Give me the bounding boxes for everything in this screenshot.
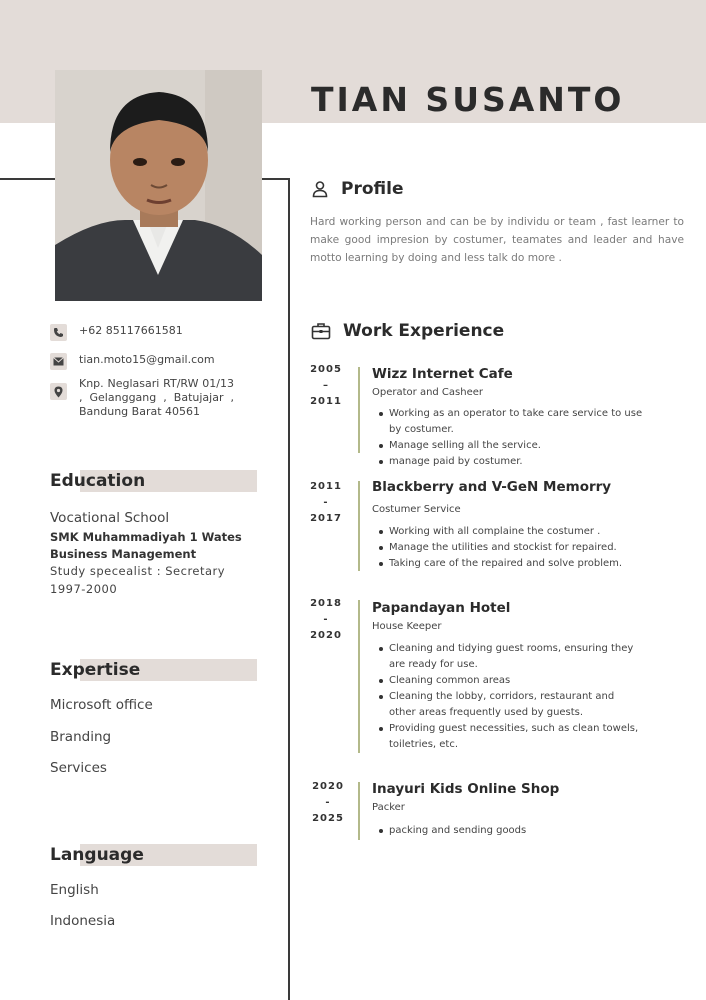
- contact-email: [50, 353, 215, 370]
- expertise-item: Services: [50, 760, 107, 776]
- job-duty: Manage selling all the service.: [372, 438, 652, 454]
- job-start-year: 2011: [310, 481, 342, 492]
- job-end-year: 2025: [312, 813, 344, 824]
- expertise-title: Expertise: [50, 660, 141, 680]
- job-duty: Taking care of the repaired and solve problem.: [372, 556, 652, 572]
- briefcase-icon: [311, 321, 331, 341]
- profile-summary: Hard working person and can be by individu or team , fast learner to make good impresion by costumer, teamates and leader and have motto learning by doing and less talk do more .: [310, 216, 684, 264]
- person-name: TIAN SUSANTO: [311, 80, 625, 119]
- job-duty: Working with all complaine the costumer .: [372, 524, 652, 540]
- job-company: Inayuri Kids Online Shop: [372, 781, 560, 797]
- job-start-year: 2018: [310, 598, 342, 609]
- education-specialist: Study specealist : Secretary: [50, 564, 226, 578]
- phone-number: +62 85117661581: [79, 324, 183, 337]
- timeline-line: [358, 600, 360, 753]
- contact-address: [50, 377, 234, 419]
- envelope-icon: [50, 353, 67, 370]
- language-heading: [50, 844, 257, 866]
- job-duty: packing and sending goods: [372, 823, 652, 839]
- job-year-separator: -: [323, 614, 329, 625]
- job-duty: Working as an operator to take care service to use by costumer.: [372, 406, 652, 438]
- job-years: [310, 362, 342, 410]
- phone-icon: [50, 324, 67, 341]
- job-role: House Keeper: [372, 621, 442, 632]
- profile-heading: [311, 179, 403, 199]
- job-duties: [372, 524, 652, 572]
- job-years: [312, 779, 344, 827]
- expertise-heading: [50, 659, 257, 681]
- job-company: Wizz Internet Cafe: [372, 366, 513, 382]
- job-start-year: 2020: [312, 781, 344, 792]
- job-duty: Providing guest necessities, such as clean towels, toiletries, etc.: [372, 721, 642, 753]
- job-duties: [372, 641, 642, 753]
- job-years: [310, 479, 342, 527]
- job-year-separator: -: [323, 497, 329, 508]
- job-role: Costumer Service: [372, 504, 461, 515]
- job-end-year: 2017: [310, 513, 342, 524]
- profile-title: Profile: [341, 179, 404, 199]
- person-icon: [311, 180, 329, 198]
- job-year-separator: -: [325, 797, 331, 808]
- job-company: Blackberry and V-GeN Memorry: [372, 479, 612, 495]
- work-heading: [311, 321, 504, 341]
- job-year-separator: –: [323, 380, 329, 391]
- job-duty: Cleaning and tidying guest rooms, ensuring they are ready for use.: [372, 641, 642, 673]
- education-school: SMK Muhammadiyah 1 Wates: [50, 530, 242, 544]
- sidebar-frame: [0, 178, 290, 1000]
- work-title: Work Experience: [343, 321, 505, 341]
- job-role: Packer: [372, 802, 405, 813]
- education-level: Vocational School: [50, 510, 170, 526]
- email-address: tian.moto15@gmail.com: [79, 353, 215, 366]
- education-heading: [50, 470, 257, 492]
- expertise-item: Branding: [50, 729, 112, 745]
- job-duty: Cleaning common areas: [372, 673, 642, 689]
- job-start-year: 2005: [310, 364, 342, 375]
- timeline-line: [358, 481, 360, 571]
- job-years: [310, 596, 342, 644]
- job-end-year: 2011: [310, 396, 342, 407]
- language-item: English: [50, 882, 99, 898]
- job-duties: [372, 823, 652, 839]
- education-years: 1997-2000: [50, 582, 118, 596]
- job-duty: Cleaning the lobby, corridors, restaurant and other areas frequently used by guests.: [372, 689, 642, 721]
- contact-phone: [50, 324, 183, 341]
- job-duties: [372, 406, 652, 470]
- education-title: Education: [50, 471, 146, 491]
- education-major: Business Management: [50, 547, 197, 561]
- expertise-item: Microsoft office: [50, 697, 153, 713]
- language-item: Indonesia: [50, 913, 116, 929]
- job-duty: manage paid by costumer.: [372, 454, 652, 470]
- location-pin-icon: [50, 383, 67, 400]
- language-title: Language: [50, 845, 144, 865]
- profile-photo: [55, 70, 262, 301]
- timeline-line: [358, 367, 360, 453]
- job-company: Papandayan Hotel: [372, 600, 511, 616]
- job-duty: Manage the utilities and stockist for repaired.: [372, 540, 652, 556]
- timeline-line: [358, 782, 360, 840]
- address-text: Knp. Neglasari RT/RW 01/13 , Gelanggang , Batujajar , Bandung Barat 40561: [79, 377, 234, 418]
- job-role: Operator and Casheer: [372, 387, 484, 398]
- job-end-year: 2020: [310, 630, 342, 641]
